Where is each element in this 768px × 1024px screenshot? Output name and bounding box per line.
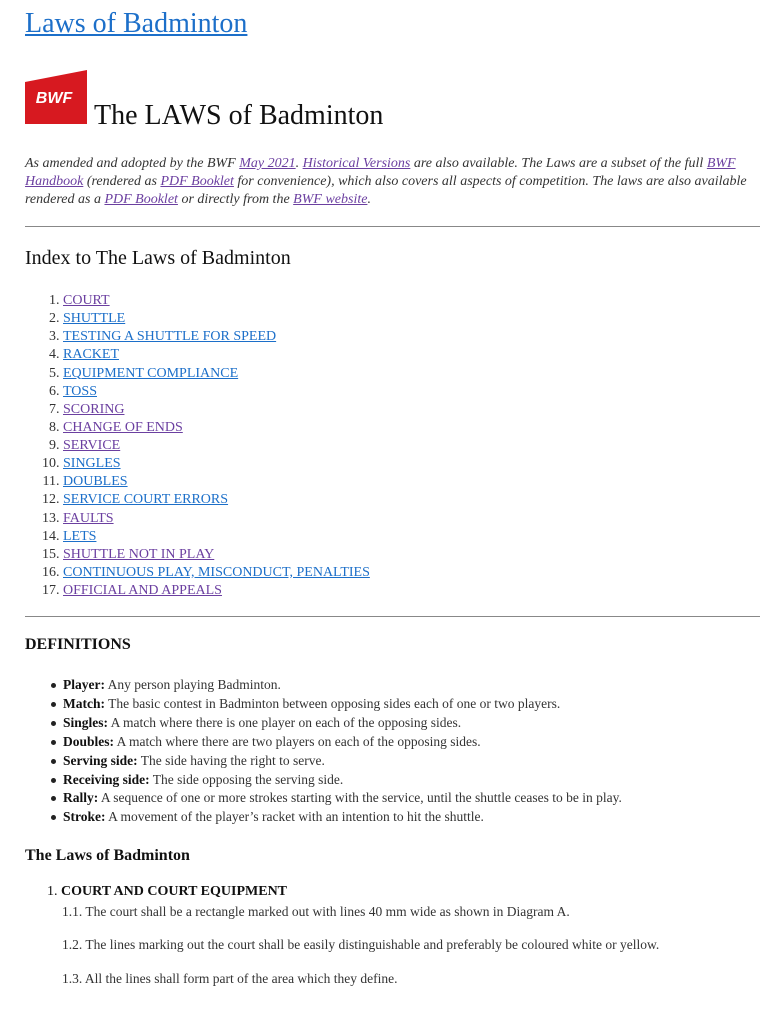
bwf-logo-text: BWF — [35, 90, 73, 107]
index-item — [25, 310, 370, 328]
intro-text: or directly from the — [177, 192, 294, 207]
index-link[interactable]: SHUTTLE NOT IN PLAY — [63, 546, 215, 562]
definition-text: Any person playing Badminton. — [104, 677, 281, 692]
index-item — [25, 564, 370, 582]
index-item-number: 17. — [42, 583, 63, 598]
definitions-list — [48, 676, 622, 827]
index-item-number: 10. — [42, 456, 63, 472]
definition-item — [48, 752, 622, 771]
definition-term: Player: — [63, 677, 105, 692]
definition-item — [48, 733, 622, 752]
index-item-number: 6. — [49, 383, 63, 399]
definition-item — [48, 695, 622, 714]
definition-text: The side opposing the serving side. — [149, 771, 344, 787]
definition-term: Serving side: — [63, 752, 138, 768]
link-bwf-handbook[interactable]: BWF Handbook — [25, 156, 736, 189]
divider — [25, 226, 760, 227]
index-link[interactable]: COURT — [63, 293, 110, 308]
index-item-number: 2. — [49, 311, 63, 327]
intro-paragraph — [25, 155, 760, 209]
index-item — [25, 491, 370, 509]
divider — [25, 616, 760, 617]
index-item-number: 7. — [49, 401, 63, 417]
law-1-title: COURT AND COURT EQUIPMENT — [61, 884, 288, 899]
index-link[interactable]: FAULTS — [63, 510, 114, 526]
index-link[interactable]: SHUTTLE — [63, 311, 126, 327]
index-link[interactable]: DOUBLES — [63, 474, 128, 490]
index-item-number: 8. — [49, 419, 63, 435]
index-link[interactable]: RACKET — [63, 347, 119, 363]
index-item — [25, 546, 370, 564]
index-item — [25, 510, 370, 528]
index-link[interactable]: SINGLES — [63, 456, 121, 472]
intro-text: for convenience), which also covers all aspects of competition. The laws are also available rendered as a — [25, 174, 747, 207]
index-link[interactable]: CONTINUOUS PLAY, MISCONDUCT, PENALTIES — [63, 564, 370, 580]
link-may-2021[interactable]: May 2021 — [239, 156, 296, 171]
law-subsection: 1.3. All the lines shall form part of the area which they define. — [62, 971, 398, 986]
definition-term: Doubles: — [63, 733, 115, 749]
page-title: The LAWS of Badminton — [94, 100, 384, 131]
index-item — [25, 383, 370, 401]
index-item-number: 9. — [49, 438, 63, 453]
index-link[interactable]: TOSS — [63, 383, 97, 399]
index-link[interactable]: OFFICIAL AND APPEALS — [63, 583, 222, 598]
index-item — [25, 582, 370, 600]
index-title: Index to The Laws of Badminton — [25, 247, 291, 269]
index-item-number: 11. — [42, 474, 63, 490]
index-item-number: 5. — [49, 365, 63, 381]
definition-term: Stroke: — [63, 809, 106, 825]
index-item-number: 16. — [42, 564, 63, 580]
index-list — [25, 292, 370, 600]
definition-item — [48, 771, 622, 790]
definition-term: Singles: — [63, 714, 109, 730]
definition-text: A match where there are two players on each of the opposing sides. — [114, 733, 481, 749]
link-pdf-booklet-2[interactable]: PDF Booklet — [104, 192, 178, 207]
index-item-number: 1. — [49, 293, 63, 308]
index-item — [25, 419, 370, 437]
definition-text: A movement of the player’s racket with an intention to hit the shuttle. — [105, 809, 484, 825]
intro-text: . — [367, 192, 371, 207]
index-item — [25, 437, 370, 455]
bwf-logo — [25, 70, 87, 124]
definition-text: A sequence of one or more strokes starting with the service, until the shuttle ceases to be in play. — [98, 790, 622, 806]
definition-item — [48, 676, 622, 695]
index-item — [25, 473, 370, 491]
law-1-heading — [47, 884, 287, 900]
link-bwf-website[interactable]: BWF website — [293, 192, 368, 207]
index-item — [25, 365, 370, 383]
index-link[interactable]: SCORING — [63, 401, 125, 417]
site-title — [25, 8, 247, 40]
definition-item — [48, 789, 622, 808]
link-historical-versions[interactable]: Historical Versions — [302, 156, 411, 171]
intro-text: . — [295, 156, 303, 171]
index-item-number: 12. — [42, 492, 63, 508]
index-link[interactable]: CHANGE OF ENDS — [63, 419, 183, 435]
intro-text: As amended and adopted by the BWF — [25, 156, 240, 171]
index-link[interactable]: TESTING A SHUTTLE FOR SPEED — [63, 329, 277, 345]
law-subsection: 1.1. The court shall be a rectangle marked out with lines 40 mm wide as shown in Diagram A. — [62, 904, 570, 919]
laws-title: The Laws of Badminton — [25, 847, 190, 864]
index-item-number: 15. — [42, 546, 63, 562]
definitions-title: DEFINITIONS — [25, 636, 131, 653]
intro-text: (rendered as — [83, 174, 161, 189]
site-title-link[interactable]: Laws of Badminton — [25, 8, 248, 39]
definition-text: The side having the right to serve. — [137, 752, 325, 768]
index-item-number: 3. — [49, 329, 63, 345]
index-item-number: 13. — [42, 510, 63, 526]
index-item — [25, 455, 370, 473]
intro-text: are also available. The Laws are a subset of the full — [410, 156, 707, 171]
definition-term: Receiving side: — [63, 771, 150, 787]
definition-item — [48, 714, 622, 733]
index-item-number: 4. — [49, 347, 63, 363]
index-link[interactable]: LETS — [63, 528, 97, 544]
index-link[interactable]: EQUIPMENT COMPLIANCE — [63, 365, 239, 381]
link-pdf-booklet-1[interactable]: PDF Booklet — [160, 174, 234, 189]
law-1-number: 1. — [47, 884, 58, 899]
definition-term: Match: — [63, 695, 105, 711]
definition-item — [48, 808, 622, 827]
definition-text: A match where there is one player on each of the opposing sides. — [108, 714, 462, 730]
law-subsection: 1.2. The lines marking out the court shall be easily distinguishable and preferably be coloured white or yellow. — [62, 937, 660, 952]
index-item — [25, 401, 370, 419]
definition-text: The basic contest in Badminton between opposing sides each of one or two players. — [104, 695, 561, 711]
index-item — [25, 328, 370, 346]
index-link[interactable]: SERVICE COURT ERRORS — [63, 492, 229, 508]
index-item — [25, 528, 370, 546]
index-link[interactable]: SERVICE — [63, 438, 121, 453]
index-item — [25, 346, 370, 364]
index-item — [25, 292, 370, 310]
definition-term: Rally: — [63, 790, 99, 806]
index-item-number: 14. — [42, 528, 63, 544]
